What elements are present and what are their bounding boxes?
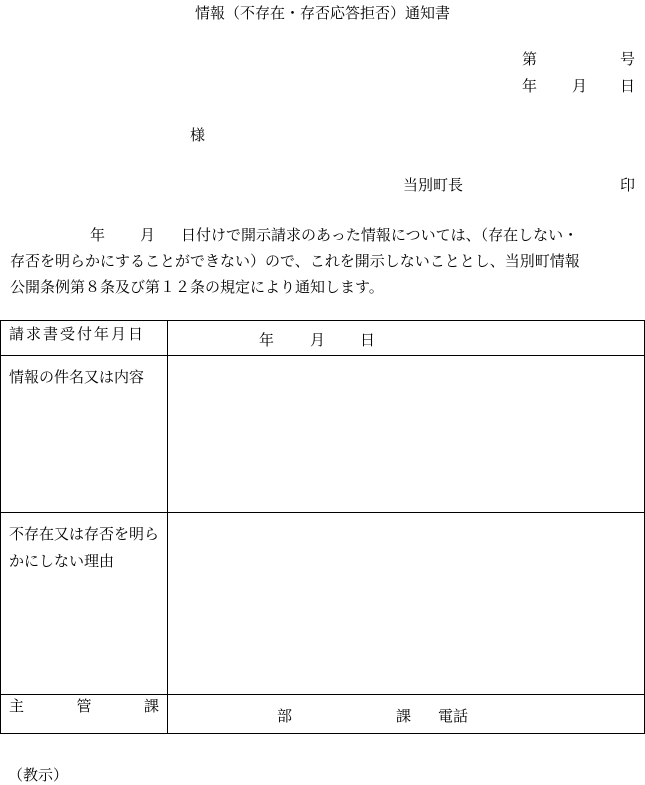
issue-date-year: 年 — [522, 77, 538, 95]
department-ka: 課 — [396, 707, 412, 725]
table-row — [1, 356, 645, 513]
department-label: 主 管 課 — [9, 697, 159, 715]
subject-value-cell — [168, 356, 645, 513]
reason-value-cell — [168, 513, 645, 695]
document-title: 情報（不存在・存否応答拒否）通知書 — [194, 4, 450, 22]
receipt-date-day: 日 — [360, 331, 376, 349]
department-value-cell — [168, 695, 645, 734]
body-month: 月 — [140, 226, 156, 244]
department-bu: 部 — [277, 707, 293, 725]
receipt-date-value-cell — [168, 321, 645, 356]
receipt-date-year: 年 — [259, 331, 275, 349]
table-row — [1, 321, 645, 356]
reason-label: 不存在又は存否を明らかにしない理由 — [9, 525, 160, 570]
document-number-suffix: 号 — [620, 50, 636, 68]
reason-label-cell — [1, 513, 168, 695]
department-phone: 電話 — [438, 707, 469, 725]
body-line-3: 公開条例第８条及び第１２条の規定により通知します。 — [10, 278, 384, 296]
receipt-date-label: 請求書受付年月日 — [9, 325, 146, 343]
seal-mark: 印 — [620, 176, 636, 194]
body-line-1 — [10, 222, 642, 248]
body-line1-text: 日付けで開示請求のあった情報については、（存在しない・ — [181, 226, 579, 244]
department-label-cell — [1, 695, 168, 734]
table-row — [1, 695, 645, 734]
document-number-prefix: 第 — [522, 50, 538, 68]
receipt-date-label-cell — [1, 321, 168, 356]
receipt-date-month: 月 — [310, 331, 326, 349]
instruction-note: （教示） — [8, 766, 69, 784]
body-line-2: 存否を明らかにすることができない）ので、これを開示しないこととし、当別町情報 — [10, 252, 580, 270]
subject-label-cell — [1, 356, 168, 513]
subject-label: 情報の件名又は内容 — [9, 368, 145, 386]
body-year: 年 — [90, 226, 106, 244]
table-row — [1, 513, 645, 695]
sender-name: 当別町長 — [403, 176, 464, 194]
issue-date-month: 月 — [572, 77, 588, 95]
notice-body — [10, 222, 642, 300]
issue-date-day: 日 — [620, 77, 636, 95]
notice-table — [0, 320, 645, 734]
addressee-honorific: 様 — [190, 126, 206, 144]
